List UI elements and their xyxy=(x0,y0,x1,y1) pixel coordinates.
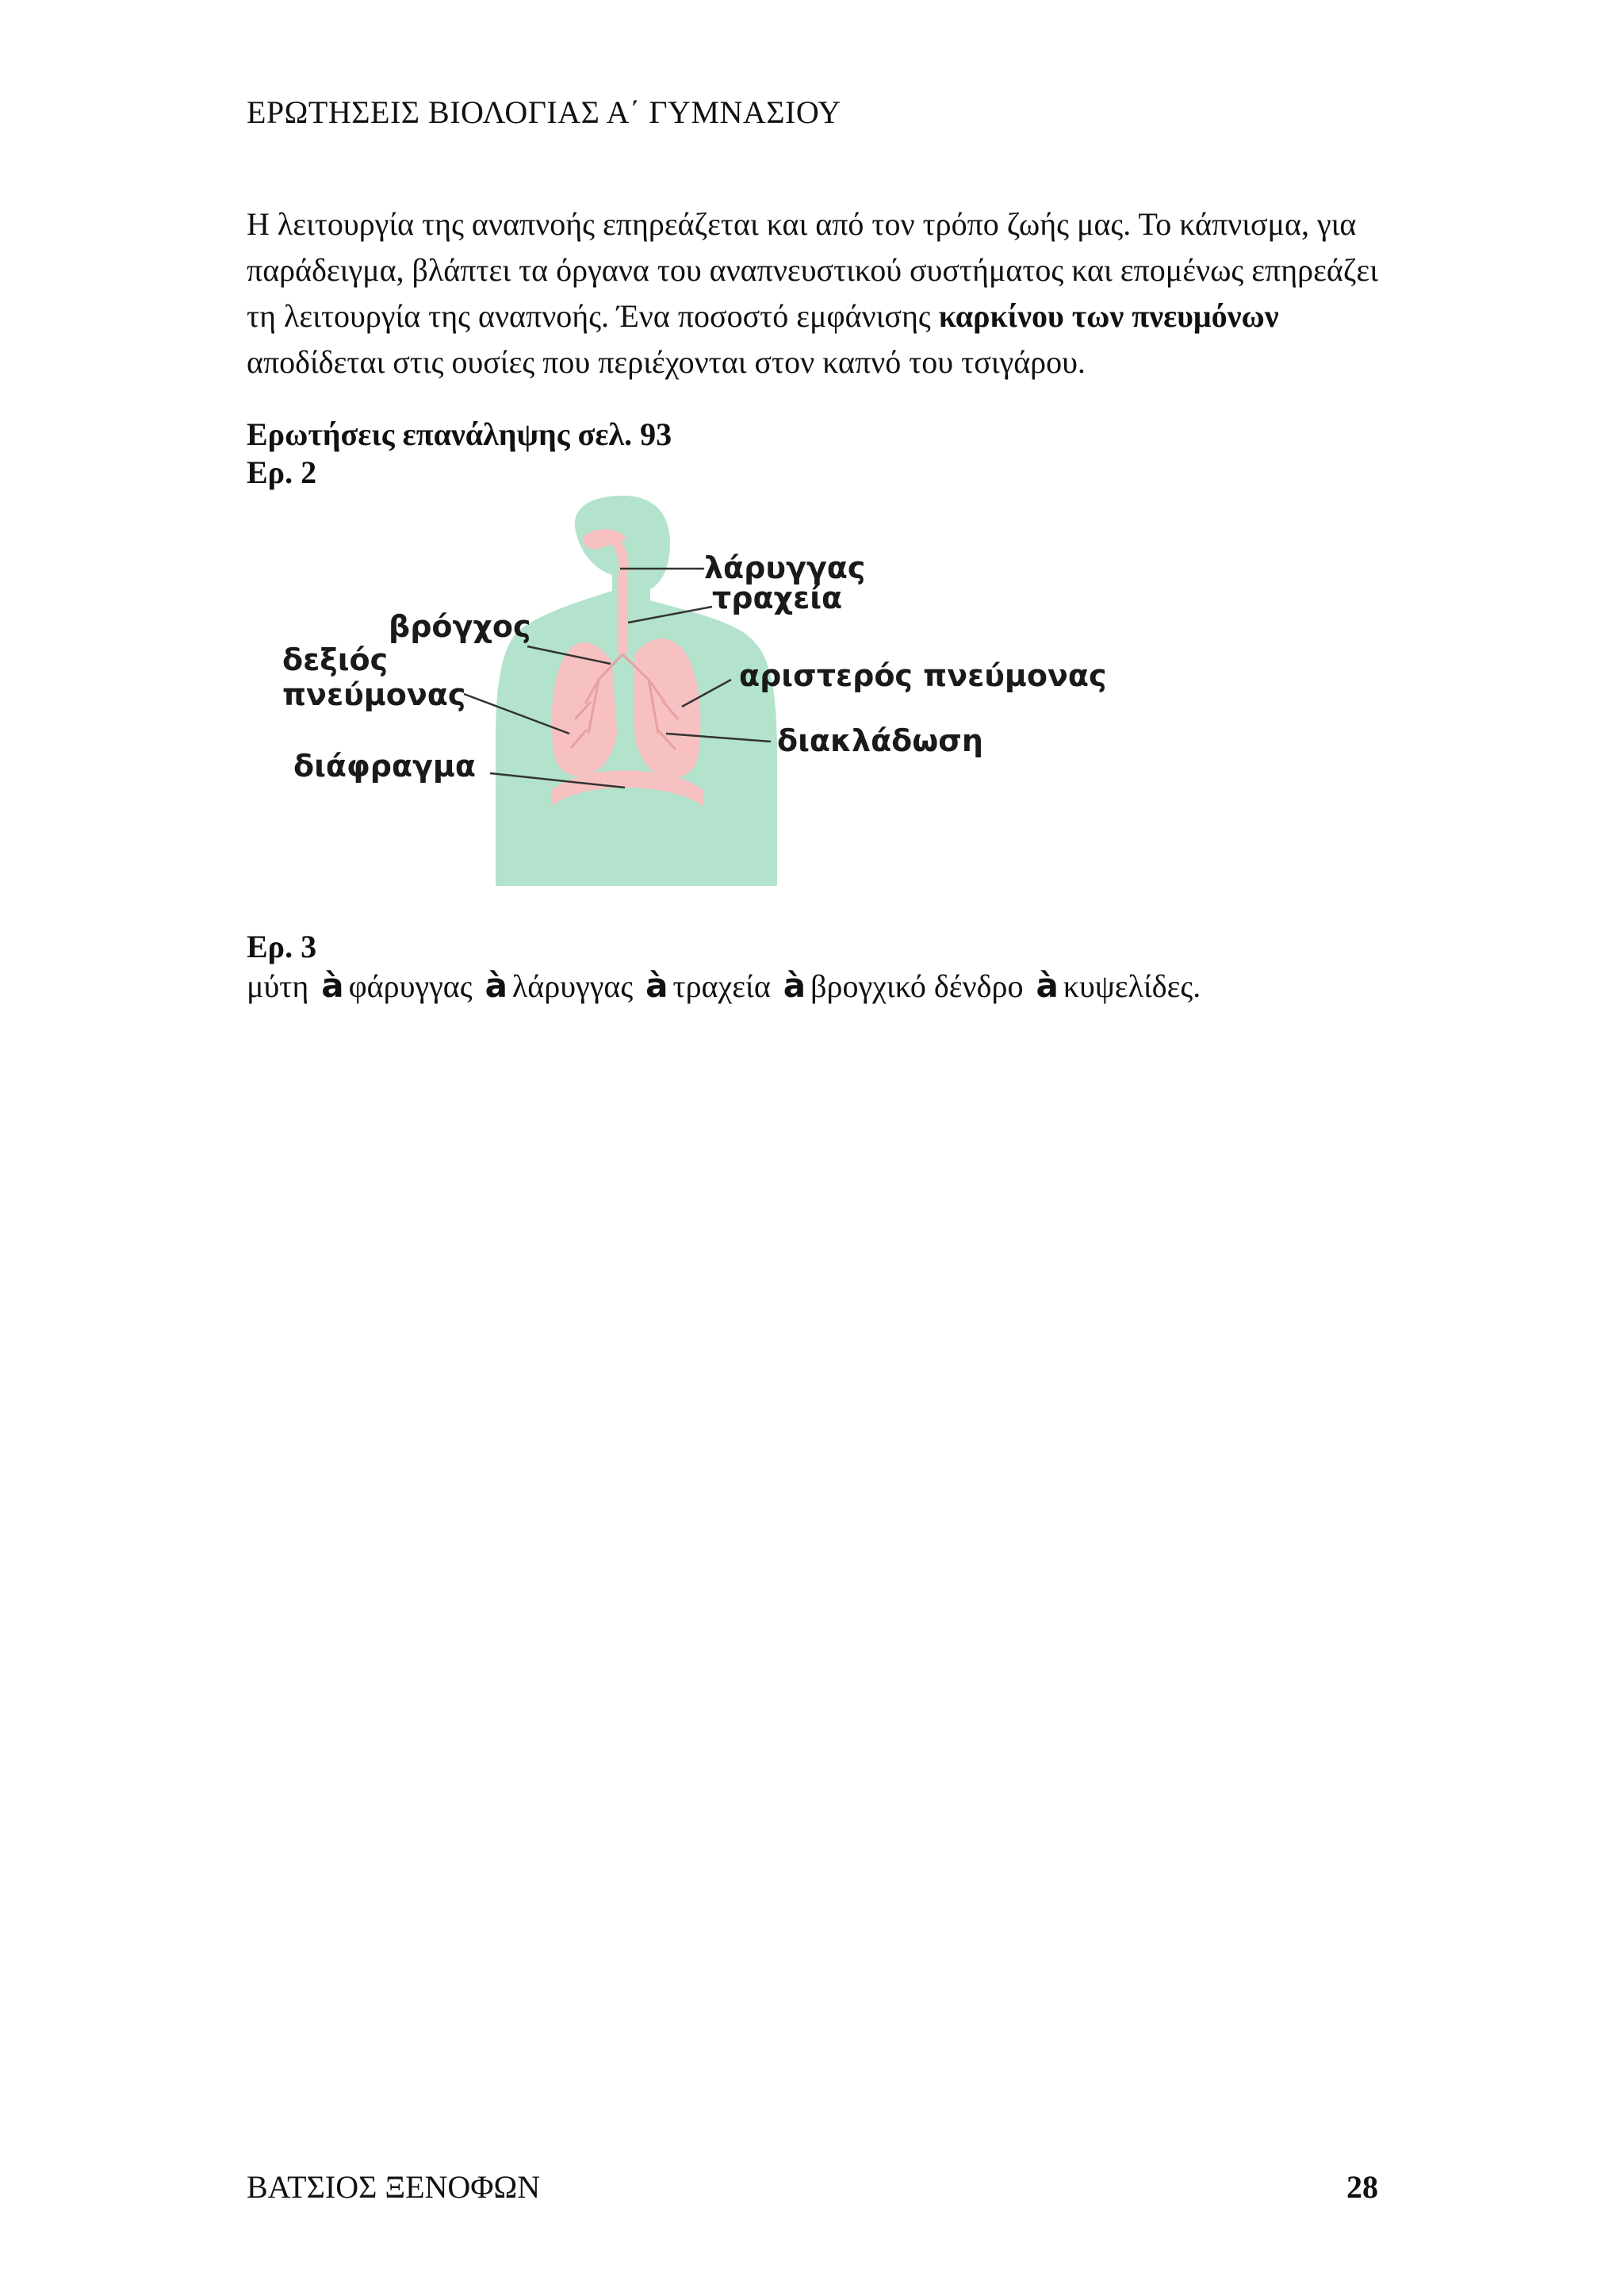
intro-paragraph xyxy=(247,201,1388,385)
label-bronchus: βρόγχος xyxy=(389,609,531,644)
review-questions-heading: Ερωτήσεις επανάληψης σελ. 93 xyxy=(247,416,672,452)
step-alveoli: κυψελίδες. xyxy=(1063,968,1201,1004)
label-left-lung: αριστερός πνεύμονας xyxy=(739,658,1107,693)
intro-bold-phrase: καρκίνου των πνευμόνων xyxy=(938,298,1279,334)
footer-author: ΒΑΤΣΙΟΣ ΞΕΝΟΦΩΝ xyxy=(247,2169,541,2205)
label-right-lung-line2: πνεύμονας xyxy=(282,677,466,712)
trachea-tube xyxy=(617,575,628,654)
label-trachea: τραχεία xyxy=(712,581,843,615)
intro-text-end: αποδίδεται στις ουσίες που περιέχονται στον καπνό του τσιγάρου. xyxy=(247,344,1086,380)
step-bronchial-tree: βρογχικό δένδρο xyxy=(810,968,1024,1004)
intro-text-start: Η λειτουργία της αναπνοής επηρεάζεται και από τον τρόπο ζωής μας. Το κάπνισμα, για παράδειγμα, βλάπτει τα όργανα του αναπνευστικού συστήματος και επομένως επηρεάζει τη λειτουργία της αναπνοής. Ένα ποσοστό εμφάνισης xyxy=(247,206,1378,334)
arrow-icon: à xyxy=(645,966,668,1005)
arrow-icon: à xyxy=(321,966,344,1005)
question-2-label: Ερ. 2 xyxy=(247,454,317,490)
step-nose: μύτη xyxy=(247,968,309,1004)
label-larynx: λάρυγγας xyxy=(704,550,866,585)
label-right-lung-line1: δεξιός xyxy=(282,642,389,677)
arrow-icon: à xyxy=(1036,966,1059,1005)
question-3-label: Ερ. 3 xyxy=(247,929,317,964)
step-larynx: λάρυγγας xyxy=(511,968,634,1004)
step-trachea: τραχεία xyxy=(672,968,771,1004)
page-number: 28 xyxy=(1346,2169,1378,2205)
airway-sequence xyxy=(247,966,1201,1005)
label-diaphragm: διάφραγμα xyxy=(293,749,477,784)
arrow-icon: à xyxy=(485,966,508,1005)
arrow-icon: à xyxy=(783,966,806,1005)
step-pharynx: φάρυγγας xyxy=(348,968,473,1004)
respiratory-system-diagram xyxy=(270,496,1150,892)
label-branching: διακλάδωση xyxy=(777,723,983,758)
running-header: ΕΡΩΤΗΣΕΙΣ ΒΙΟΛΟΓΙΑΣ Α΄ ΓΥΜΝΑΣΙΟΥ xyxy=(247,94,841,130)
